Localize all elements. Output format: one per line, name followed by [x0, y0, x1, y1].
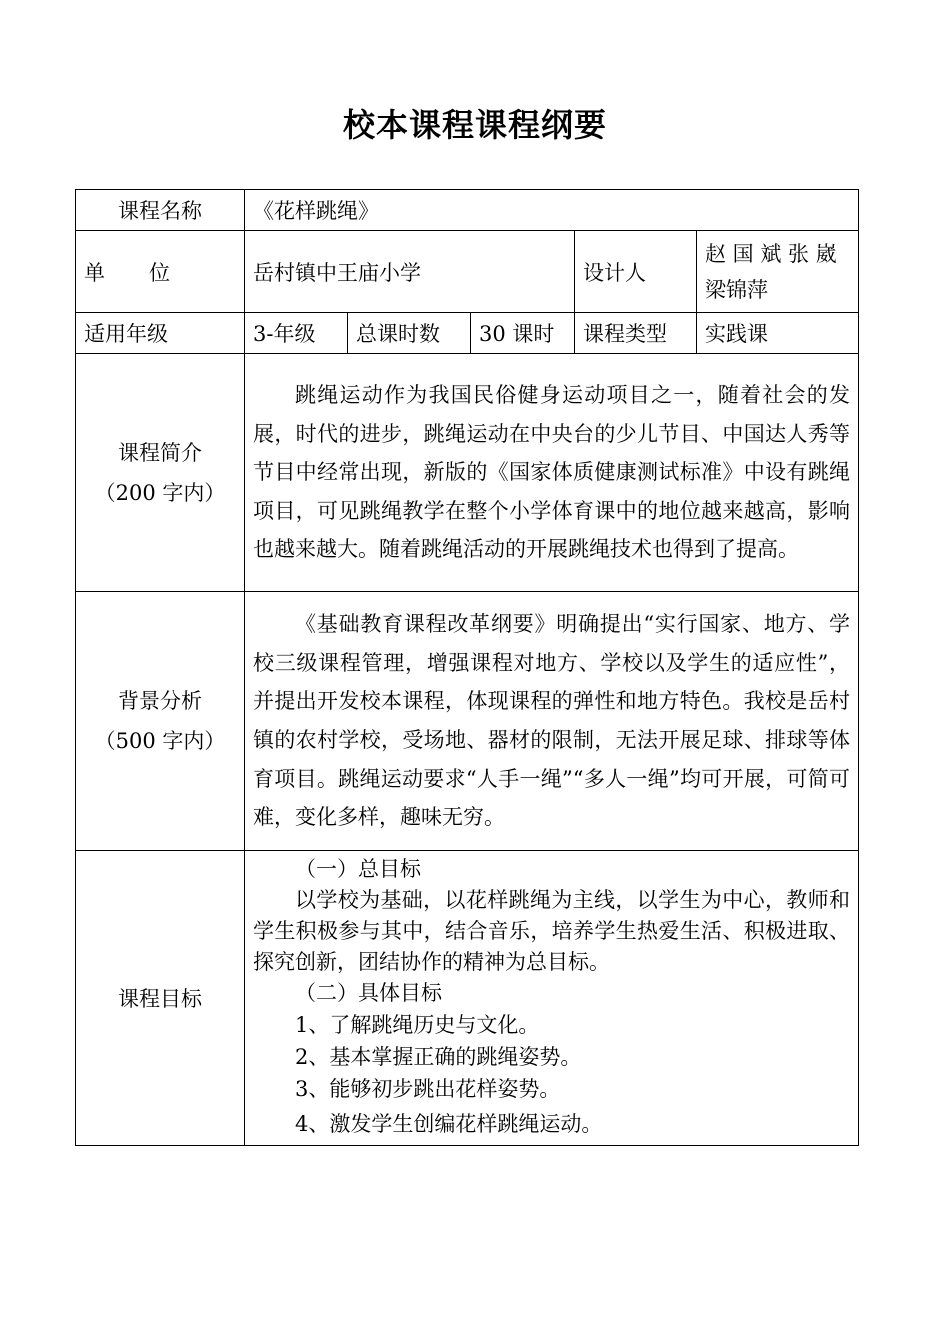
goals-cell: [245, 851, 859, 1146]
designer-label: 设计人: [575, 231, 697, 313]
grade-value: 3-年级: [245, 313, 348, 354]
row-unit: [76, 231, 859, 313]
type-label: 课程类型: [575, 313, 697, 354]
goal-item: 3、能够初步跳出花样姿势。: [295, 1076, 561, 1101]
hours-value: 30 课时: [471, 313, 575, 354]
overall-goal-text: 以学校为基础，以花样跳绳为主线，以学生为中心，教师和学生积极参与其中，结合音乐，培养学生热爱生活、积极进取、探究创新，团结协作的精神为总目标。: [253, 887, 851, 974]
intro-limit: （200 字内）: [94, 480, 226, 505]
row-intro: [76, 354, 859, 592]
goal-item: 1、了解跳绳历史与文化。: [295, 1012, 540, 1037]
unit-label-char-2: 位: [149, 260, 170, 285]
unit-value: 岳村镇中王庙小学: [245, 231, 575, 313]
background-limit: （500 字内）: [94, 729, 226, 753]
hours-label: 总课时数: [348, 313, 471, 354]
unit-label-char-1: 单: [84, 260, 105, 285]
intro-label: 课程简介: [118, 440, 202, 465]
background-text: 《基础教育课程改革纲要》明确提出“实行国家、地方、学校三级课程管理，增强课程对地方、学校以及学生的适应性”，并提出开发校本课程，体现课程的弹性和地方特色。我校是岳村镇的农村学校，受场地、器材的限制，无法开展足球、排球等体育项目。跳绳运动要求“人手一绳”“多人一绳”均可开展，可简可难，变化多样，趣味无穷。: [253, 612, 851, 830]
row-background: [76, 592, 859, 851]
row-course-name: [76, 190, 859, 231]
goals-label: 课程目标: [76, 851, 245, 1146]
unit-label: [76, 231, 245, 313]
type-value: 实践课: [697, 313, 859, 354]
designer-line-2: 梁锦萍: [705, 277, 768, 302]
course-name-value: 《花样跳绳》: [245, 190, 859, 231]
background-text-cell: [245, 592, 859, 851]
intro-text: 跳绳运动作为我国民俗健身运动项目之一，随着社会的发展，时代的进步，跳绳运动在中央台的少儿节目、中国达人秀等节目中经常出现，新版的《国家体质健康测试标准》中设有跳绳项目，可见跳绳教学在整个小学体育课中的地位越来越高，影响也越来越大。随着跳绳活动的开展跳绳技术也得到了提高。: [253, 383, 851, 562]
background-label-cell: [76, 592, 245, 851]
row-grade: [76, 313, 859, 354]
page-title: 校本课程课程纲要: [342, 106, 607, 144]
row-goals: [76, 851, 859, 1146]
overall-goal-heading: （一）总目标: [295, 856, 421, 881]
intro-label-cell: [76, 354, 245, 592]
designer-value: [697, 231, 859, 313]
background-label: 背景分析: [118, 689, 202, 713]
specific-goal-heading: （二）具体目标: [295, 980, 442, 1005]
designer-line-1: 赵 国 斌 张 崴: [705, 241, 837, 266]
course-name-label: 课程名称: [76, 190, 245, 231]
goal-item: 4、激发学生创编花样跳绳运动。: [295, 1111, 603, 1136]
goal-item: 2、基本掌握正确的跳绳姿势。: [295, 1044, 582, 1069]
grade-label: 适用年级: [76, 313, 245, 354]
course-outline-table: [75, 189, 859, 1146]
intro-text-cell: [245, 354, 859, 592]
